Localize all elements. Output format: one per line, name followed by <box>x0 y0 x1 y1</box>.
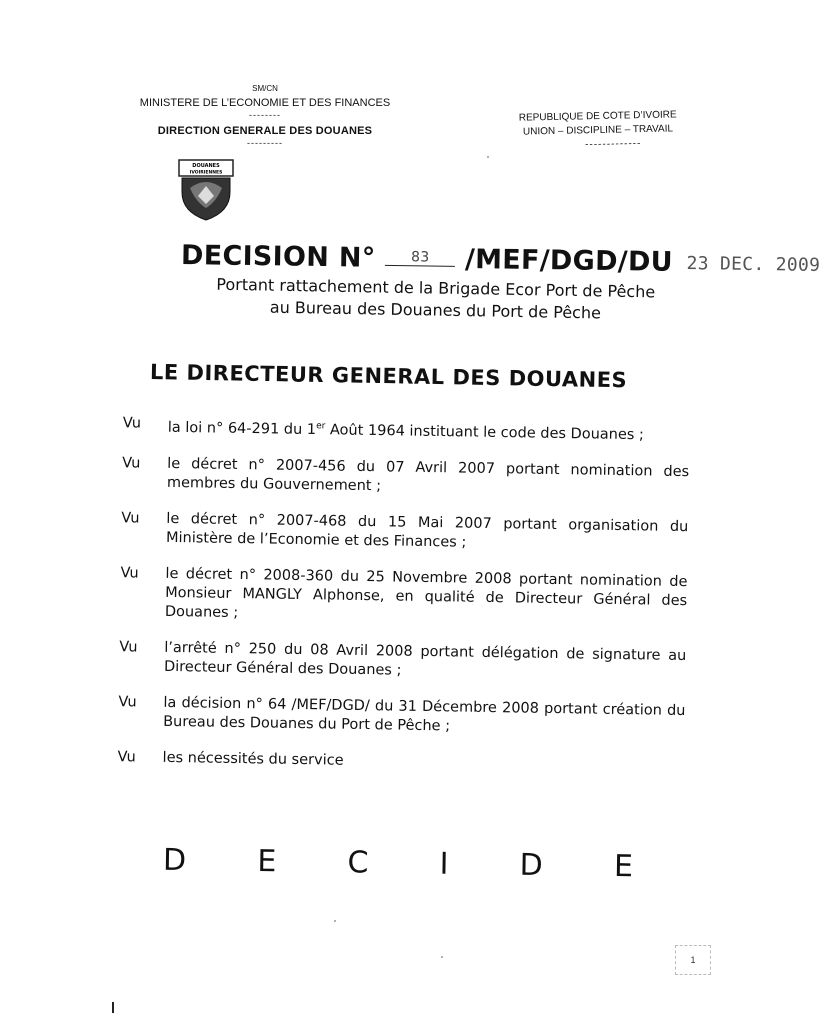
considerations-list <box>104 414 690 793</box>
consideration-item <box>106 638 687 685</box>
separator-2: --------- <box>247 138 283 148</box>
consideration-text: le décret n° 2007-456 du 07 Avril 2007 portant nomination des membres du Gouvernement ; <box>166 455 690 495</box>
vu-label: Vu <box>118 693 137 711</box>
decide-letter: D <box>162 842 187 879</box>
subtitle-line-2: au Bureau des Douanes du Port de Pêche <box>269 297 602 323</box>
consideration-text: la loi n° 64-291 du 1er Août 1964 instituant le code des Douanes ; <box>167 419 644 444</box>
vu-label: Vu <box>120 565 139 582</box>
consideration-item <box>109 454 690 501</box>
logo-line2: IVOIRIENNES <box>189 170 223 176</box>
consideration-item <box>104 748 684 776</box>
scan-speck <box>334 920 336 922</box>
vu-label: Vu <box>122 455 141 472</box>
vu-label: Vu <box>121 510 140 527</box>
consideration-text: la décision n° 64 /MEF/DGD/ du 31 Décembre 2008 portant création du Bureau des Douanes du Port de Pêche ; <box>163 694 686 735</box>
consideration-item <box>107 564 688 630</box>
subtitle-line-1: Portant rattachement de la Brigade Ecor Port de Pêche <box>216 274 656 302</box>
decide-letter: D <box>519 847 544 884</box>
scan-speck <box>487 156 489 158</box>
consideration-item <box>110 414 690 446</box>
decision-number: 83 <box>385 249 455 267</box>
decide-letter: E <box>257 844 277 880</box>
republic-header <box>498 108 699 154</box>
decide-heading <box>163 843 633 885</box>
logo-line1: DOUANES <box>192 163 220 169</box>
page-number: 1 <box>675 945 711 975</box>
consideration-text: l’arrêté n° 250 du 08 Avril 2008 portant délégation de signature au Directeur Général des Douanes ; <box>163 639 687 679</box>
direction-name: DIRECTION GENERALE DES DOUANES <box>157 125 373 137</box>
scan-speck <box>441 956 443 958</box>
consideration-text: les nécessités du service <box>162 749 344 769</box>
consideration-text: le décret n° 2007-468 du 15 Mai 2007 portant organisation du Ministère de l’Economie et des Finances ; <box>165 510 689 551</box>
decide-letter: I <box>439 846 449 882</box>
consideration-item <box>108 509 689 556</box>
scan-mark <box>112 1002 114 1013</box>
separator: -------- <box>249 110 281 120</box>
vu-label: Vu <box>122 415 142 432</box>
decide-letter: C <box>347 845 369 881</box>
decision-subtitle <box>175 273 696 326</box>
consideration-text: le décret n° 2008-360 du 25 Novembre 2008 portant nomination de Monsieur MANGLY Alphonse, en qualité de Directeur Général des Douanes ; <box>164 565 688 621</box>
ministry-name: MINISTERE DE L’ECONOMIE ET DES FINANCES <box>139 97 391 109</box>
customs-emblem-icon <box>176 158 236 222</box>
date-stamp: 23 DEC. 2009 <box>686 253 820 276</box>
decision-prefix: DECISION N° <box>180 240 376 274</box>
initials: SM/CN <box>252 84 278 93</box>
decide-letter: E <box>613 849 634 885</box>
decision-suffix: /MEF/DGD/DU <box>464 243 674 278</box>
national-motto: UNION – DISCIPLINE – TRAVAIL <box>522 123 674 138</box>
separator: ------------- <box>585 138 642 151</box>
vu-label: Vu <box>119 639 138 656</box>
country-name: REPUBLIQUE DE COTE D’IVOIRE <box>518 109 677 124</box>
ministry-header <box>130 82 400 148</box>
vu-label: Vu <box>117 748 136 766</box>
authority-heading: LE DIRECTEUR GENERAL DES DOUANES <box>149 360 628 393</box>
consideration-item <box>105 693 686 740</box>
